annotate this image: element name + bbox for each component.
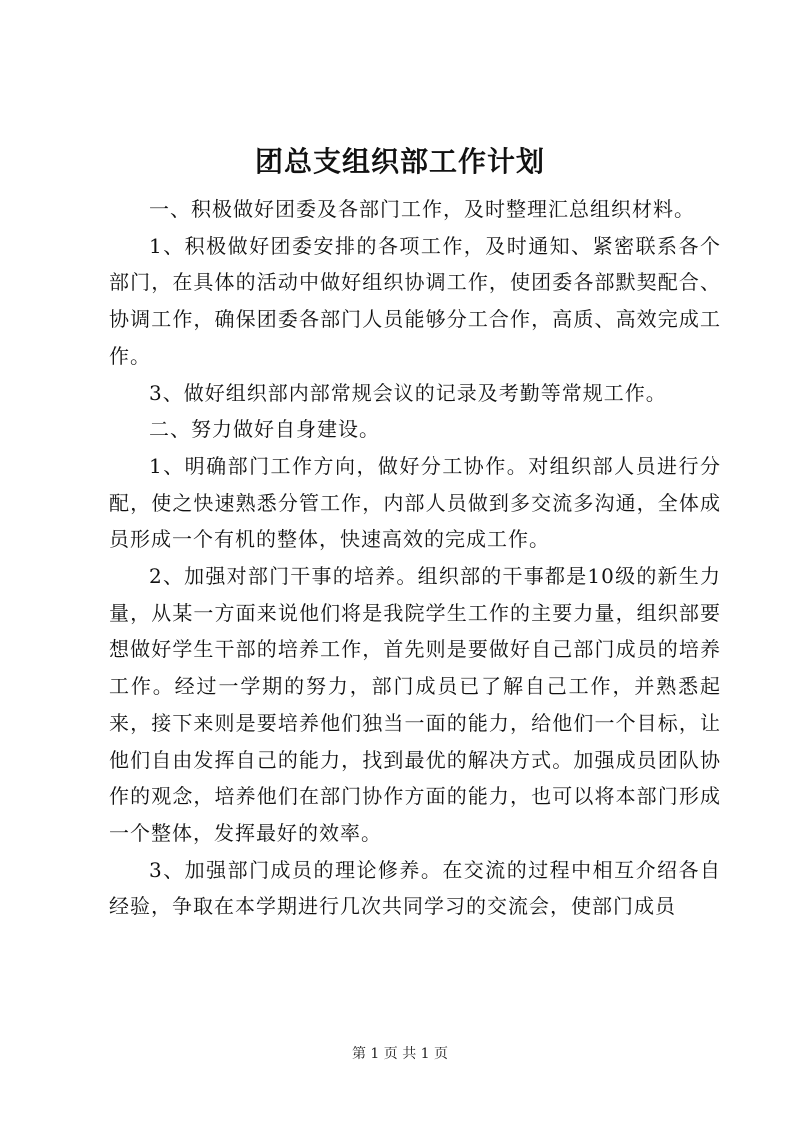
paragraph: 3、加强部门成员的理论修养。在交流的过程中相互介绍各自经验，争取在本学期进行几次共同学习的交流会，使部门成员 — [109, 857, 721, 919]
paragraph: 2、加强对部门干事的培养。组织部的干事都是10级的新生力量，从某一方面来说他们将是我院学生工作的主要力量，组织部要想做好学生干部的培养工作，首先则是要做好自己部门成员的培养工作。经过一学期的努力，部门成员已了解自己工作，并熟悉起来，接下来则是要培养他们独当一面的能力，给他们一个目标，让他们自由发挥自己的能力，找到最优的解决方式。加强成员团队协作的观念，培养他们在部门协作方面的能力，也可以将本部门形成一个整体，发挥最好的效率。 — [109, 564, 721, 845]
document-body — [109, 191, 721, 925]
paragraph: 1、明确部门工作方向，做好分工协作。对组织部人员进行分配，使之快速熟悉分管工作，内部人员做到多交流多沟通，全体成员形成一个有机的整体，快速高效的完成工作。 — [109, 453, 721, 552]
paragraph: 1、积极做好团委安排的各项工作，及时通知、紧密联系各个部门，在具体的活动中做好组织协调工作，使团委各部默契配合、协调工作，确保团委各部门人员能够分工合作，高质、高效完成工作。 — [109, 233, 721, 368]
paragraph: 一、积极做好团委及各部门工作，及时整理汇总组织材料。 — [149, 197, 695, 221]
page-number-footer: 第 1 页 共 1 页 — [351, 1046, 449, 1062]
document-title: 团总支组织部工作计划 — [254, 145, 545, 178]
paragraph: 二、努力做好自身建设。 — [149, 417, 380, 442]
paragraph: 3、做好组织部内部常规会议的记录及考勤等常规工作。 — [149, 380, 667, 405]
